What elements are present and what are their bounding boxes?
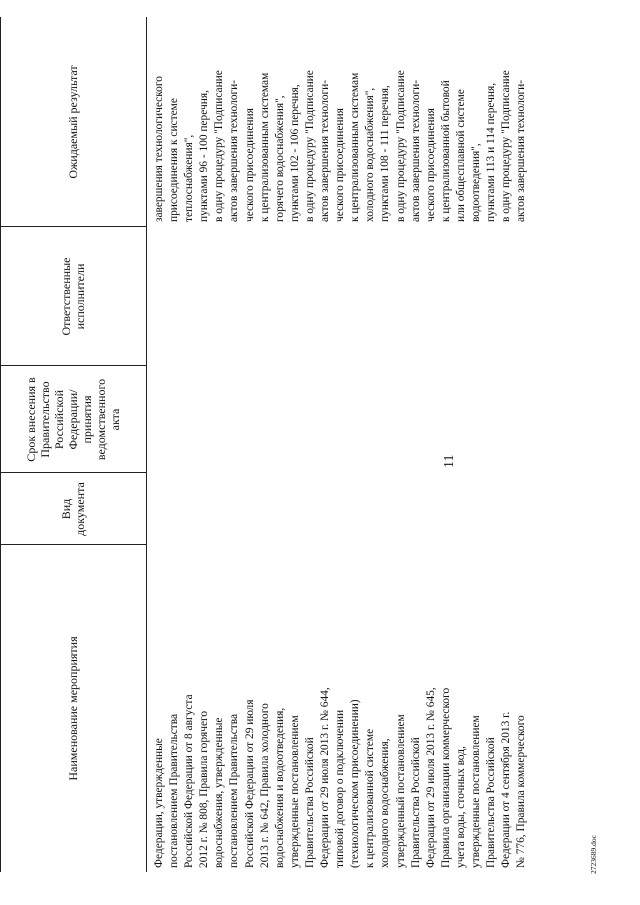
text-line: Российской Федерации от 29 июля (243, 699, 256, 868)
text-line: холодного водоснабжения", (364, 87, 377, 222)
text-line: в одну процедуру "Подписание (303, 70, 316, 222)
text-line: № 776, Правила коммерческого (515, 715, 528, 868)
header-measure-name: Наименование мероприятия (66, 636, 80, 781)
text-line: водоотведения", (469, 143, 482, 222)
text-line: учета воды, сточных вод, (454, 746, 467, 868)
text-line: к централизованной системе (364, 728, 377, 868)
text-line: горячего водоснабжения", (273, 95, 286, 222)
text-line: (технологическом присоединении) (349, 699, 362, 868)
text-line: 2012 г. № 808, Правила горячего (198, 710, 211, 868)
text-line: Федерации от 29 июля 2013 г. № 645, (424, 687, 437, 868)
document-id: 2723689.doc (589, 835, 598, 874)
text-line: Федерации, утвержденные (153, 738, 165, 868)
text-line: актов завершения технологи- (228, 79, 241, 222)
header-document-type: Вид документа (59, 482, 87, 536)
text-line: утвержденные постановлением (288, 715, 301, 868)
expected-result-cell (152, 17, 529, 222)
page-number: 11 (442, 454, 457, 468)
text-line: водоснабжения и водоотведения, (273, 707, 286, 868)
text-line: утвержденный постановлением (394, 714, 407, 868)
text-line: Правительства Российской (485, 737, 498, 868)
text-line: пунктами 113 и 114 перечня, (485, 82, 498, 222)
text-line: постановлением Правительства (228, 713, 241, 868)
text-line: Российской Федерации от 8 августа (183, 694, 196, 868)
text-line: Правила организации коммерческого (439, 687, 452, 868)
text-line: водоснабжения, утвержденные (213, 717, 226, 868)
text-line: Федерации от 4 сентября 2013 г. (500, 711, 513, 868)
text-line: постановлением Правительства (168, 713, 181, 868)
text-line: актов завершения технологи- (409, 79, 422, 222)
text-line: Правительства Российской (303, 737, 316, 868)
text-line: холодного водоснабжения, (379, 738, 392, 868)
text-line: к централизованным системам (349, 72, 362, 222)
text-line: пунктами 102 - 106 перечня, (288, 84, 301, 222)
text-line: к централизованным системам (258, 72, 271, 222)
measure-name-cell (152, 548, 529, 868)
text-line: ческого присоединения (424, 108, 437, 222)
document-page (0, 15, 606, 886)
text-line: в одну процедуру "Подписание (213, 70, 226, 222)
text-line: пунктами 96 - 100 перечня, (198, 90, 211, 222)
text-line: завершения технологического (153, 76, 165, 222)
text-line: пунктами 108 - 111 перечня, (379, 85, 392, 222)
text-line: ческого присоединения (334, 108, 347, 222)
text-line: типовой договор о подключении (334, 709, 347, 868)
text-line: или общесплавной системе (454, 89, 467, 222)
header-expected-result: Ожидаемый результат (66, 65, 80, 179)
header-responsible: Ответственные исполнители (59, 257, 87, 336)
text-line: присоединения к системе (168, 98, 181, 222)
table-header-border (146, 17, 147, 872)
text-line: 2013 г. № 642, Правила холодного (258, 703, 271, 868)
text-line: актов завершения технологи- (515, 79, 528, 222)
text-line: актов завершения технологи- (319, 79, 332, 222)
text-line: к централизованной бытовой (439, 80, 452, 222)
text-line: Правительства Российской (409, 737, 422, 868)
text-line: ческого присоединения (243, 108, 256, 222)
text-line: в одну процедуру "Подписание (500, 70, 513, 222)
text-line: утвержденные постановлением (469, 715, 482, 868)
text-line: в одну процедуру "Подписание (394, 70, 407, 222)
header-deadline: Срок внесения в Правительство Российской Федерации/ принятия ведомственного акта (24, 377, 122, 462)
text-line: Федерации от 29 июля 2013 г. № 644, (319, 687, 332, 868)
text-line: теплоснабжения", (183, 134, 196, 222)
